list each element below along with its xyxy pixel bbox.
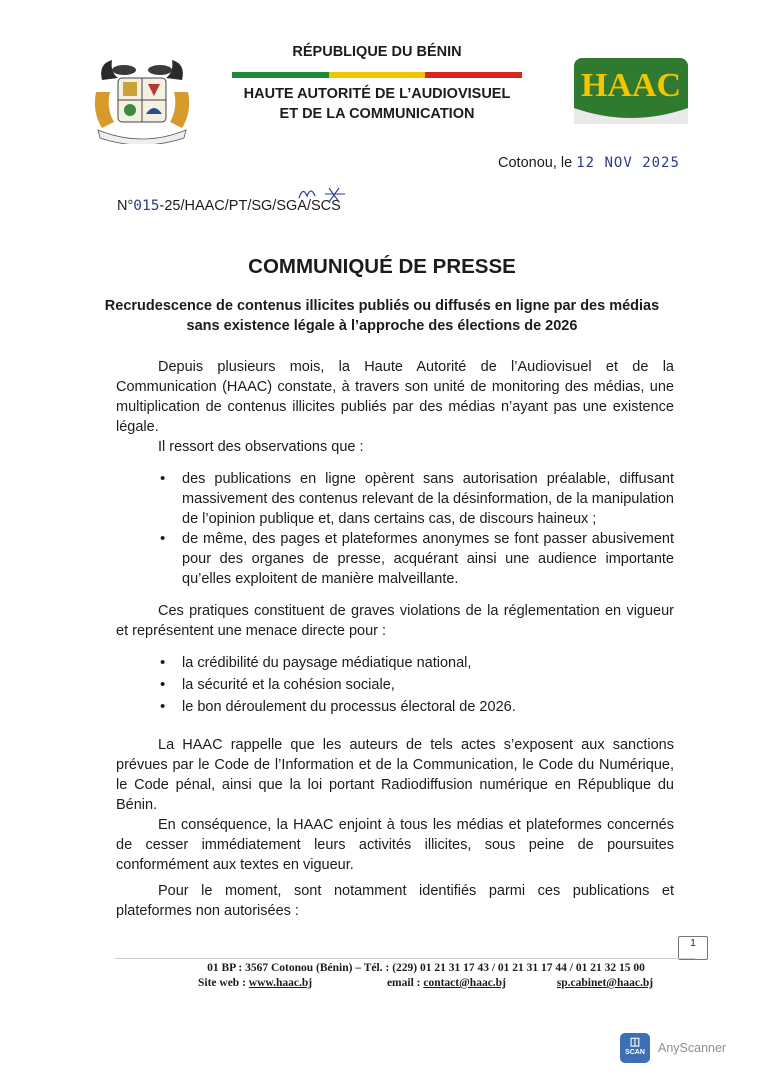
date-handwritten-stamp: 12 NOV 2025 [576,155,680,171]
footer-address: 01 BP : 3567 Cotonou (Bénin) – Tél. : (229) 01 21 31 17 43 / 01 21 31 17 44 / 01 21 32 15 00 [207,962,645,974]
list-item: • le bon déroulement du processus électoral de 2026. [160,697,674,717]
flag-yellow-stripe [329,72,426,78]
republic-heading: RÉPUBLIQUE DU BÉNIN [292,44,462,60]
list-item: • de même, des pages et plateformes anonymes se font passer abusivement pour des organes de presse, acquérant ainsi une audience importante qu’elles exploitent de manière malveillante. [160,529,674,589]
paragraph-identified-list-lead: Pour le moment, sont notamment identifiés parmi ces publications et plateformes non autorisées : [116,883,674,919]
handwritten-initials-mark [295,182,355,204]
footer-website-link[interactable]: www.haac.bj [248,977,313,989]
document-subtitle: Recrudescence de contenus illicites publiés ou diffusés en ligne par des médias sans existence légale à l’approche des élections de 2026 [104,298,660,334]
footer-divider [115,958,695,959]
observations-list [160,469,674,589]
paragraph-injunction: En conséquence, la HAAC enjoint à tous les médias et plateformes concernés de cesser immédiatement leurs activités illicites, sous peine de poursuites conformément aux textes en vigueur. [116,817,674,873]
document-date [498,155,680,171]
scanner-logo-icon: ◫ SCAN [620,1033,650,1063]
flag-red-stripe [425,72,522,78]
paragraph-observations-lead: Il ressort des observations que : [158,439,364,455]
footer-secondary-email-link[interactable]: sp.cabinet@haac.bj [556,977,654,989]
footer-site-label: Site web : [198,977,246,989]
organization-name-line1: HAUTE AUTORITÉ DE L’AUDIOVISUEL [243,86,511,102]
scanner-logo-label: SCAN [625,1049,645,1056]
scanner-watermark [620,1033,726,1063]
footer-contacts [198,977,653,989]
list-item: • des publications en ligne opèrent sans autorisation préalable, diffusant massivement des contenus relevant de la désinformation, de la manipulation de l’opinion publique et, dans certains cas, de discours haineux ; [160,469,674,529]
organization-name-line2: ET DE LA COMMUNICATION [279,106,475,122]
flag-color-bar [232,72,522,78]
threats-list [160,653,674,719]
benin-coat-of-arms-emblem [88,52,196,144]
paragraph-sanctions: La HAAC rappelle que les auteurs de tels actes s’exposent aux sanctions prévues par le Code de l’Information et de la Communication, le Code du Numérique, le Code pénal, ainsi que la loi portant Radiodiffusion numérique en République du Bénin. [116,737,674,813]
page-number: 1 [678,936,708,960]
date-prefix: Cotonou, le [498,155,573,171]
document-title: COMMUNIQUÉ DE PRESSE [248,255,516,278]
haac-logo-text: HAAC [580,67,682,104]
haac-logo [574,58,688,124]
scanner-app-name: AnyScanner [658,1041,727,1055]
flag-green-stripe [232,72,329,78]
reference-handwritten-number: 015 [133,198,160,214]
paragraph-intro: Depuis plusieurs mois, la Haute Autorité de l’Audiovisuel et de la Communication (HAAC) constate, à travers son unité de monitoring des médias, une multiplication de contenus illicites publiés par des médias n’ayant pas une existence légale. [116,359,674,435]
footer-email-link[interactable]: contact@haac.bj [423,977,506,989]
reference-suffix: -25/HAAC/PT/SG/SGA/SCS [159,198,341,214]
list-item: • la crédibilité du paysage médiatique national, [160,653,674,673]
footer-email-label: email : [386,977,421,989]
paragraph-threats-lead: Ces pratiques constituent de graves violations de la réglementation en vigueur et représentent une menace directe pour : [116,603,674,639]
reference-prefix: N° [117,198,134,214]
list-item: • la sécurité et la cohésion sociale, [160,675,674,695]
